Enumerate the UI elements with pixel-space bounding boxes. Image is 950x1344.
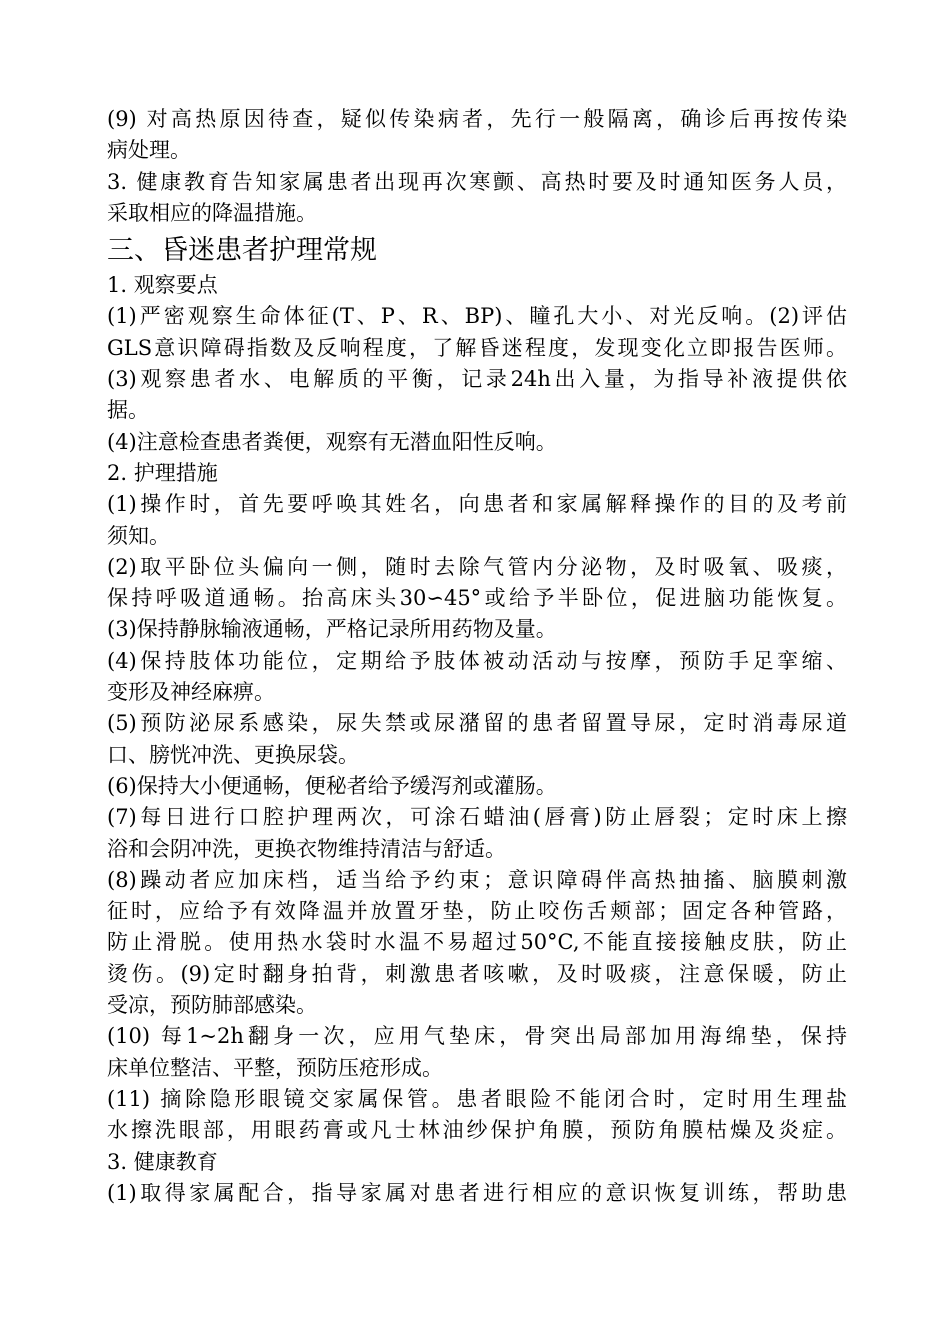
text-line: 口、膀恍冲洗、更换尿袋。 bbox=[107, 742, 359, 767]
text-line: GLS意识障碍指数及反响程度，了解昏迷程度，发现变化立即报告医师。 bbox=[107, 335, 847, 360]
text-line: (7)每日进行口腔护理两次，可涂石蜡油(唇膏)防止唇裂；定时床上擦 bbox=[107, 805, 847, 830]
text-line: (5)预防泌尿系感染，尿失禁或尿潴留的患者留置导尿，定时消毒尿道 bbox=[107, 711, 847, 736]
text-line: 床单位整洁、平整，预防压疮形成。 bbox=[107, 1055, 443, 1080]
text-line: 水擦洗眼部，用眼药膏或凡士林油纱保护角膜，预防角膜枯燥及炎症。 bbox=[107, 1118, 847, 1143]
text-line: (1)取得家属配合，指导家属对患者进行相应的意识恢复训练，帮助患 bbox=[107, 1180, 847, 1205]
text-line: (1)操作时，首先要呼唤其姓名，向患者和家属解释操作的目的及考前 bbox=[107, 492, 847, 517]
text-line: (8)躁动者应加床档，适当给予约束；意识障碍伴高热抽搐、脑膜刺激 bbox=[107, 867, 847, 892]
text-line: 3. 健康教育告知家属患者出现再次寒颤、高热时要及时通知医务人员， bbox=[107, 169, 847, 194]
text-line: 变形及神经麻痹。 bbox=[107, 680, 275, 705]
text-line: 2. 护理措施 bbox=[107, 460, 218, 485]
text-line: 征时，应给予有效降温并放置牙垫，防止咬伤舌颊部；固定各种管路， bbox=[107, 899, 847, 924]
text-line: 须知。 bbox=[107, 523, 170, 548]
text-line: (4)保持肢体功能位，定期给予肢体被动活动与按摩，预防手足挛缩、 bbox=[107, 648, 847, 673]
text-line: (6)保持大小便通畅，便秘者给予缓泻剂或灌肠。 bbox=[107, 773, 557, 798]
text-line: 1. 观察要点 bbox=[107, 273, 218, 298]
text-line: 保持呼吸道通畅。抬高床头30∽45°或给予半卧位，促进脑功能恢复。 bbox=[107, 586, 847, 611]
text-line: (11) 摘除隐形眼镜交家属保管。患者眼险不能闭合时，定时用生理盐 bbox=[107, 1086, 847, 1111]
text-line: 浴和会阴冲洗，更换衣物维持清洁与舒适。 bbox=[107, 836, 506, 861]
text-line: 烫伤。(9)定时翻身拍背，刺激患者咳嗽，及时吸痰，注意保暖，防止 bbox=[107, 961, 847, 986]
text-line: 据。 bbox=[107, 398, 149, 423]
text-line: 病处理。 bbox=[107, 138, 191, 163]
text-line: (1)严密观察生命体征(T、P、R、BP)、瞳孔大小、对光反响。(2)评估 bbox=[107, 304, 847, 329]
text-line: 3. 健康教育 bbox=[107, 1149, 218, 1174]
text-line: (9) 对高热原因待查，疑似传染病者，先行一般隔离，确诊后再按传染 bbox=[107, 107, 847, 131]
text-line: 防止滑脱。使用热水袋时水温不易超过50°C,不能直接接触皮肤，防止 bbox=[107, 930, 847, 955]
text-line: (4)注意检查患者粪便，观察有无潜血阳性反响。 bbox=[107, 429, 557, 454]
text-line: 采取相应的降温措施。 bbox=[107, 200, 317, 225]
text-line: (3)保持静脉输液通畅，严格记录所用药物及量。 bbox=[107, 617, 557, 642]
section-heading: 三、昏迷患者护理常规 bbox=[107, 235, 377, 267]
text-line: (2)取平卧位头偏向一侧，随时去除气管内分泌物，及时吸氧、吸痰， bbox=[107, 554, 847, 579]
text-line: 受凉，预防肺部感染。 bbox=[107, 993, 317, 1018]
text-line: (10) 每1~2h翻身一次，应用气垫床，骨突出局部加用海绵垫，保持 bbox=[107, 1024, 847, 1049]
document-page bbox=[107, 104, 847, 1209]
text-line: (3)观察患者水、电解质的平衡，记录24h出入量，为指导补液提供依 bbox=[107, 367, 847, 392]
